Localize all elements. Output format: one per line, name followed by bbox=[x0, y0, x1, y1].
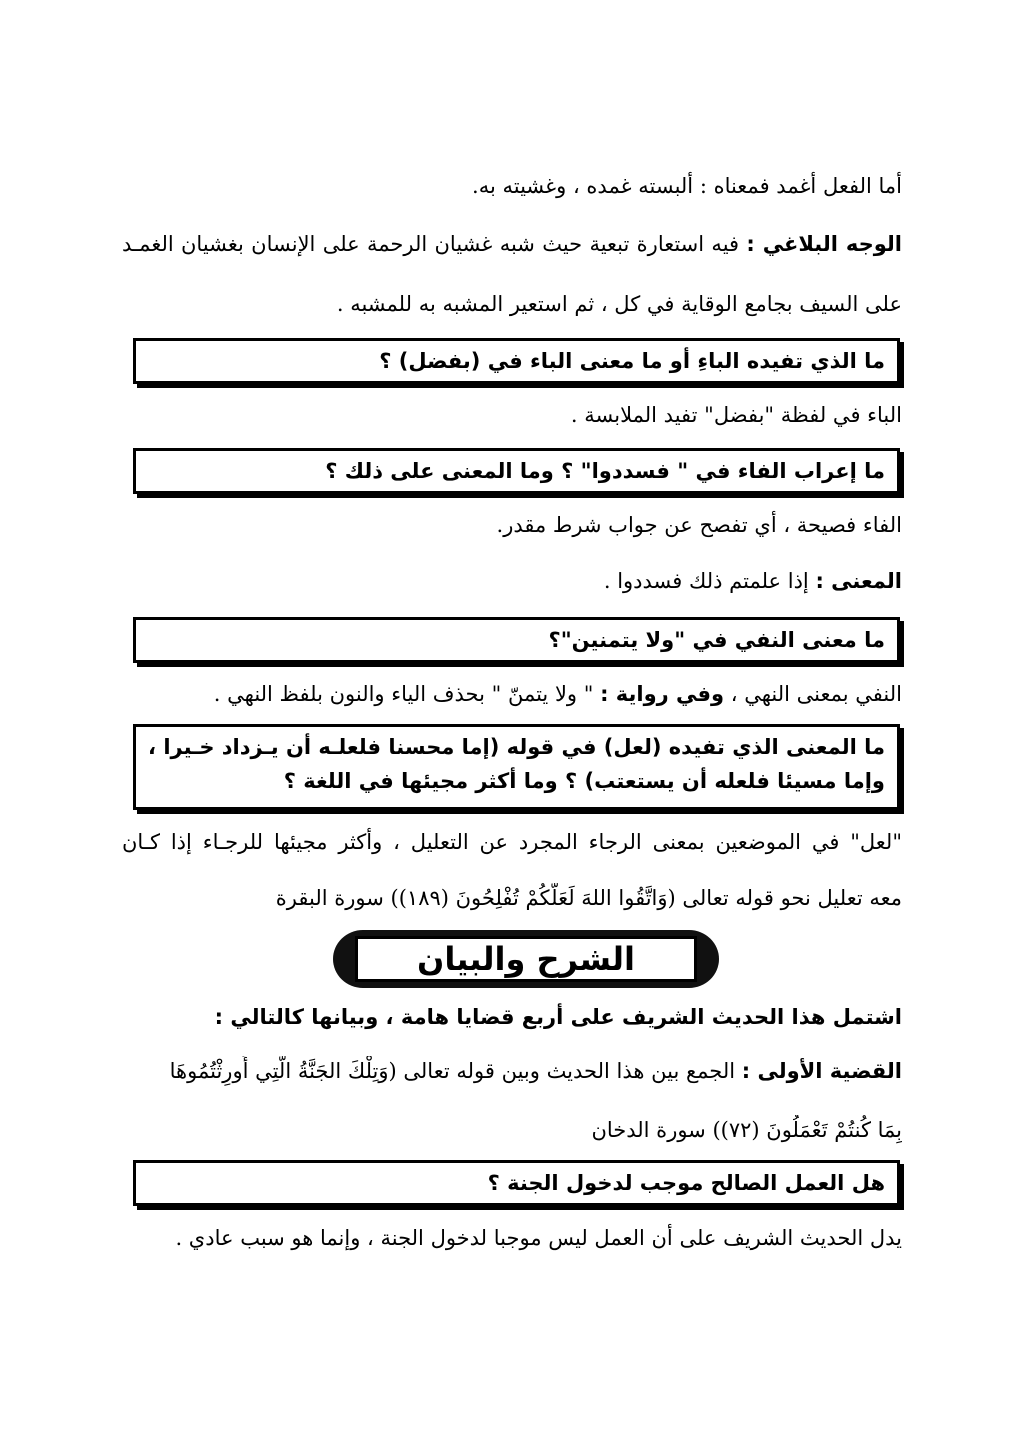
question-box-baa bbox=[133, 338, 900, 384]
text-line-faa-answer bbox=[122, 510, 902, 540]
question-baa: ما الذي تفيده الباءِ أو ما معنى الباء في (بفضل) ؟ bbox=[379, 349, 885, 373]
text-line-laalla-example bbox=[122, 883, 902, 913]
text-line-negation-answer bbox=[122, 679, 902, 709]
question-box-faa bbox=[133, 448, 900, 494]
answer-laalla-line1: "لعل" في الموضعين بمعنى الرجاء المجرد عن التعليل ، وأكثر مجيئها للرجـاء إذا كـان bbox=[122, 830, 902, 854]
question-faa: ما إعراب الفاء في " فسددوا" ؟ وما المعنى على ذلك ؟ bbox=[325, 459, 885, 483]
question-box-negation bbox=[133, 617, 900, 663]
text-line-issue1 bbox=[122, 1056, 902, 1086]
text-line-rhetoric bbox=[122, 229, 902, 259]
quran-verse-baqara: (وَاتَّقُوا اللهَ لَعَلَّكُمْ تُفْلِحُونَ (١٨٩)) bbox=[390, 886, 676, 910]
section-banner bbox=[333, 930, 719, 988]
text-line-baa-answer bbox=[122, 400, 902, 430]
question-laalla-line1: ما المعنى الذي تفيده (لعل) في قوله (إما محسنا فلعلـه أن يـزداد خـيرا ، bbox=[148, 735, 885, 759]
section-banner-title: الشرح والبيان bbox=[355, 936, 697, 982]
quran-verse-dukhan-part1: (وَتِلْكَ الجَنَّةُ الَّتِي أُورِثْتُمُوهَا bbox=[169, 1059, 397, 1083]
label-meaning: المعنى : bbox=[815, 569, 902, 593]
answer-negation-rest: " ولا يتمنّ " بحذف الياء والنون بلفظ النهي . bbox=[213, 682, 601, 706]
text-line-good-deeds-answer bbox=[122, 1223, 902, 1253]
text-first-issue: الجمع بين هذا الحديث وبين قوله تعالى bbox=[396, 1059, 742, 1083]
label-narration: وفي رواية : bbox=[600, 682, 725, 706]
question-box-good-deeds bbox=[133, 1160, 900, 1206]
text-line-issue1-cont bbox=[122, 1115, 902, 1145]
text-line-meaning bbox=[122, 566, 902, 596]
surah-baqara-label: سورة البقرة bbox=[275, 886, 391, 910]
answer-faa: الفاء فصيحة ، أي تفصح عن جواب شرط مقدر. bbox=[496, 513, 902, 537]
answer-good-deeds: يدل الحديث الشريف على أن العمل ليس موجبا لدخول الجنة ، وإنما هو سبب عادي . bbox=[175, 1226, 902, 1250]
label-first-issue: القضية الأولى : bbox=[741, 1059, 902, 1083]
intro-four-issues: اشتمل هذا الحديث الشريف على أربع قضايا هامة ، وبيانها كالتالي : bbox=[214, 1005, 902, 1029]
text-meaning: إذا علمتم ذلك فسددوا . bbox=[603, 569, 816, 593]
question-laalla-line2: وإما مسيئا فلعله أن يستعتب) ؟ وما أكثر مجيئها في اللغة ؟ bbox=[283, 769, 885, 793]
text-line-laalla-answer bbox=[122, 827, 902, 857]
question-box-laalla bbox=[133, 724, 900, 810]
text-line-intro bbox=[122, 1002, 902, 1032]
text-rhetoric-explanation: فيه استعارة تبعية حيث شبه غشيان الرحمة على الإنسان بغشيان الغمـد bbox=[122, 232, 747, 256]
answer-laalla-example-start: معه تعليل نحو قوله تعالى bbox=[675, 886, 902, 910]
label-rhetorical-aspect: الوجه البلاغي : bbox=[746, 232, 902, 256]
question-negation: ما معنى النفي في "ولا يتمنين"؟ bbox=[548, 628, 885, 652]
text-line-ghamad bbox=[122, 171, 902, 201]
text-ghamad-meaning: أما الفعل أغمد فمعناه : ألبسته غمده ، وغشيته به. bbox=[472, 174, 902, 198]
question-good-deeds: هل العمل الصالح موجب لدخول الجنة ؟ bbox=[487, 1171, 885, 1195]
surah-dukhan-label: سورة الدخان bbox=[591, 1118, 713, 1142]
answer-negation-start: النفي بمعنى النهي ، bbox=[724, 682, 902, 706]
text-line-rhetoric-cont bbox=[122, 289, 902, 319]
quran-verse-dukhan-part2: بِمَا كُنتُمْ تَعْمَلُونَ (٧٢)) bbox=[712, 1118, 902, 1142]
answer-baa: الباء في لفظة "بفضل" تفيد الملابسة . bbox=[570, 403, 902, 427]
text-rhetoric-continuation: على السيف بجامع الوقاية في كل ، ثم استعير المشبه به للمشبه . bbox=[336, 292, 902, 316]
